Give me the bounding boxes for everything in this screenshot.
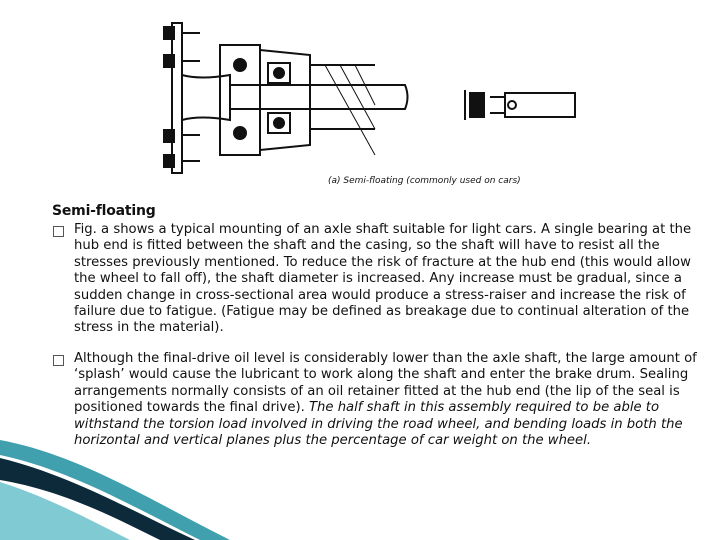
semi-floating-axle-diagram <box>160 5 590 190</box>
axle-casing <box>220 45 310 155</box>
bullet-item <box>53 351 703 449</box>
section-heading: Semi-floating <box>52 203 156 219</box>
bullet-text-italic: The half shaft in this assembly required to be able to withstand the torsion load involved in driving the road wheel, and bending loads in both the horizontal and vertical planes plus the percentage of car weight on the wheel. <box>74 400 683 449</box>
bullet-text-wrap <box>74 351 703 449</box>
half-shaft <box>230 65 408 155</box>
bullet-text: Fig. a shows a typical mounting of an axle shaft suitable for light cars. A single bearing at the hub end is fitted between the shaft and the casing, so the shaft will have to resist all the stresses previously mentioned. To reduce the risk of fracture at the hub end (this would allow the wheel to fall off), the shaft diameter is increased. Any increase must be gradual, since a sudden change in cross-sectional area would produce a stress-raiser and increase the risk of failure due to fatigue. (Fatigue may be defined as breakage due to continual alteration of the stress in the material). <box>74 222 692 336</box>
figure-caption: (a) Semi-floating (commonly used on cars) <box>328 176 521 186</box>
decorative-swoosh <box>0 440 720 540</box>
bullet-item <box>53 222 703 337</box>
bullet-square-icon <box>53 355 64 366</box>
final-drive-detail <box>465 90 575 120</box>
bullet-square-icon <box>53 226 64 237</box>
bullet-text: Although the final-drive oil level is considerably lower than the axle shaft, the large amount of ‘splash’ would cause the lubricant to work along the shaft and enter the brake drum. Sealing arrangements normally consists of an oil retainer fitted at the hub end (the lip of the seal is positioned towards the final drive). <box>74 351 697 416</box>
